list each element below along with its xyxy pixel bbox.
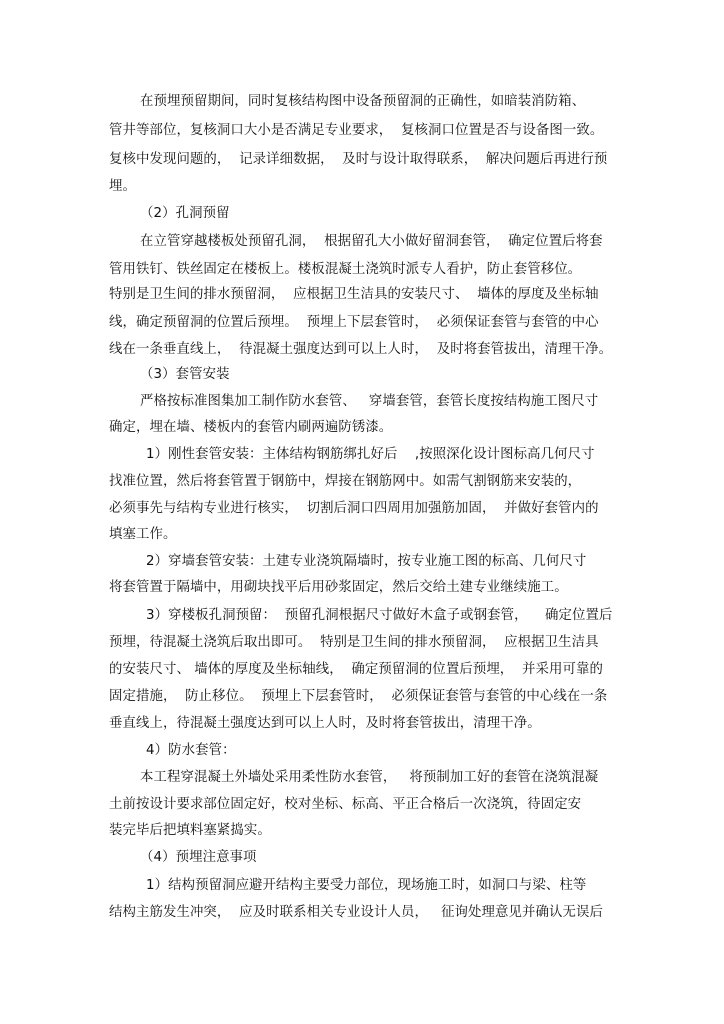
paragraph-line: 1）结构预留洞应避开结构主要受力部位，现场施工时，如洞口与梁、柱等 bbox=[146, 878, 587, 893]
paragraph-line: 装完毕后把填料塞紧捣实。 bbox=[109, 823, 271, 838]
paragraph-line: 本工程穿混凝土外墙处采用柔性防水套管， 将预制加工好的套管在浇筑混凝 bbox=[140, 770, 599, 785]
section-heading: 4）防水套管： bbox=[146, 743, 236, 758]
paragraph-line: 预埋，待混凝土浇筑后取出即可。 特别是卫生间的排水预留洞， 应根据卫生洁具 bbox=[109, 635, 599, 650]
paragraph-line: 线在一条垂直线上， 待混凝土强度达到可以上人时， 及时将套管拔出，清理干净。 bbox=[109, 342, 613, 357]
paragraph-line: 特别是卫生间的排水预留洞， 应根据卫生洁具的安装尺寸、 墙体的厚度及坐标轴 bbox=[109, 287, 599, 302]
paragraph-line: 固定措施， 防止移位。 预埋上下层套管时， 必须保证套管与套管的中心线在一条 bbox=[109, 689, 608, 704]
paragraph-line: 土前按设计要求部位固定好，校对坐标、标高、平正合格后一次浇筑，待固定安 bbox=[109, 797, 582, 812]
paragraph-line: 2）穿墙套管安装：土建专业浇筑隔墙时，按专业施工图的标高、几何尺寸 bbox=[146, 554, 587, 569]
paragraph-line: 垂直线上，待混凝土强度达到可以上人时，及时将套管拔出，清理干净。 bbox=[109, 716, 541, 731]
paragraph-line: 在立管穿越楼板处预留孔洞， 根据留孔大小做好留洞套管， 确定位置后将套 bbox=[140, 234, 603, 249]
paragraph-line: 将套管置于隔墙中，用砌块找平后用砂浆固定，然后交给土建专业继续施工。 bbox=[109, 580, 568, 595]
section-heading: （3）套管安装 bbox=[140, 367, 230, 382]
paragraph-line: 严格按标准图集加工制作防水套管、 穿墙套管，套管长度按结构施工图尺寸 bbox=[140, 394, 599, 409]
paragraph-line: 填塞工作。 bbox=[109, 527, 177, 542]
paragraph-line: 确定，埋在墙、楼板内的套管内刷两遍防锈漆。 bbox=[109, 420, 393, 435]
paragraph-line: 的安装尺寸、 墙体的厚度及坐标轴线， 确定预留洞的位置后预埋， 并采用可靠的 bbox=[109, 662, 603, 677]
paragraph-line: 复核中发现问题的， 记录详细数据， 及时与设计取得联系， 解决问题后再进行预 bbox=[109, 152, 608, 167]
paragraph-line: 必须事先与结构专业进行核实， 切割后洞口四周用加强筋加固， 并做好套管内的 bbox=[109, 501, 599, 516]
section-heading: （4）预埋注意事项 bbox=[140, 850, 257, 865]
paragraph-line: 埋。 bbox=[109, 179, 136, 194]
paragraph-line: 线，确定预留洞的位置后预埋。 预埋上下层套管时， 必须保证套管与套管的中心 bbox=[109, 315, 599, 330]
paragraph-line: 管用铁钉、铁丝固定在楼板上。楼板混凝土浇筑时派专人看护，防止套管移位。 bbox=[109, 262, 582, 277]
section-heading: （2）孔洞预留 bbox=[140, 206, 230, 221]
paragraph-line: 在预埋预留期间，同时复核结构图中设备预留洞的正确性，如暗装消防箱、 bbox=[140, 94, 586, 109]
paragraph-line: 1）刚性套管安装：主体结构钢筋绑扎好后 ,按照深化设计图标高几何尺寸 bbox=[146, 447, 595, 462]
paragraph-line: 3）穿楼板孔洞预留： 预留孔洞根据尺寸做好木盒子或钢套管， 确定位置后 bbox=[146, 608, 613, 623]
paragraph-line: 结构主筋发生冲突， 应及时联系相关专业设计人员， 征询处理意见并确认无误后 bbox=[109, 905, 603, 920]
paragraph-line: 找准位置，然后将套管置于钢筋中，焊接在钢筋网中。如需气割钢筋来安装的， bbox=[109, 474, 582, 489]
paragraph-line: 管井等部位，复核洞口大小是否满足专业要求， 复核洞口位置是否与设备图一致。 bbox=[109, 123, 604, 138]
